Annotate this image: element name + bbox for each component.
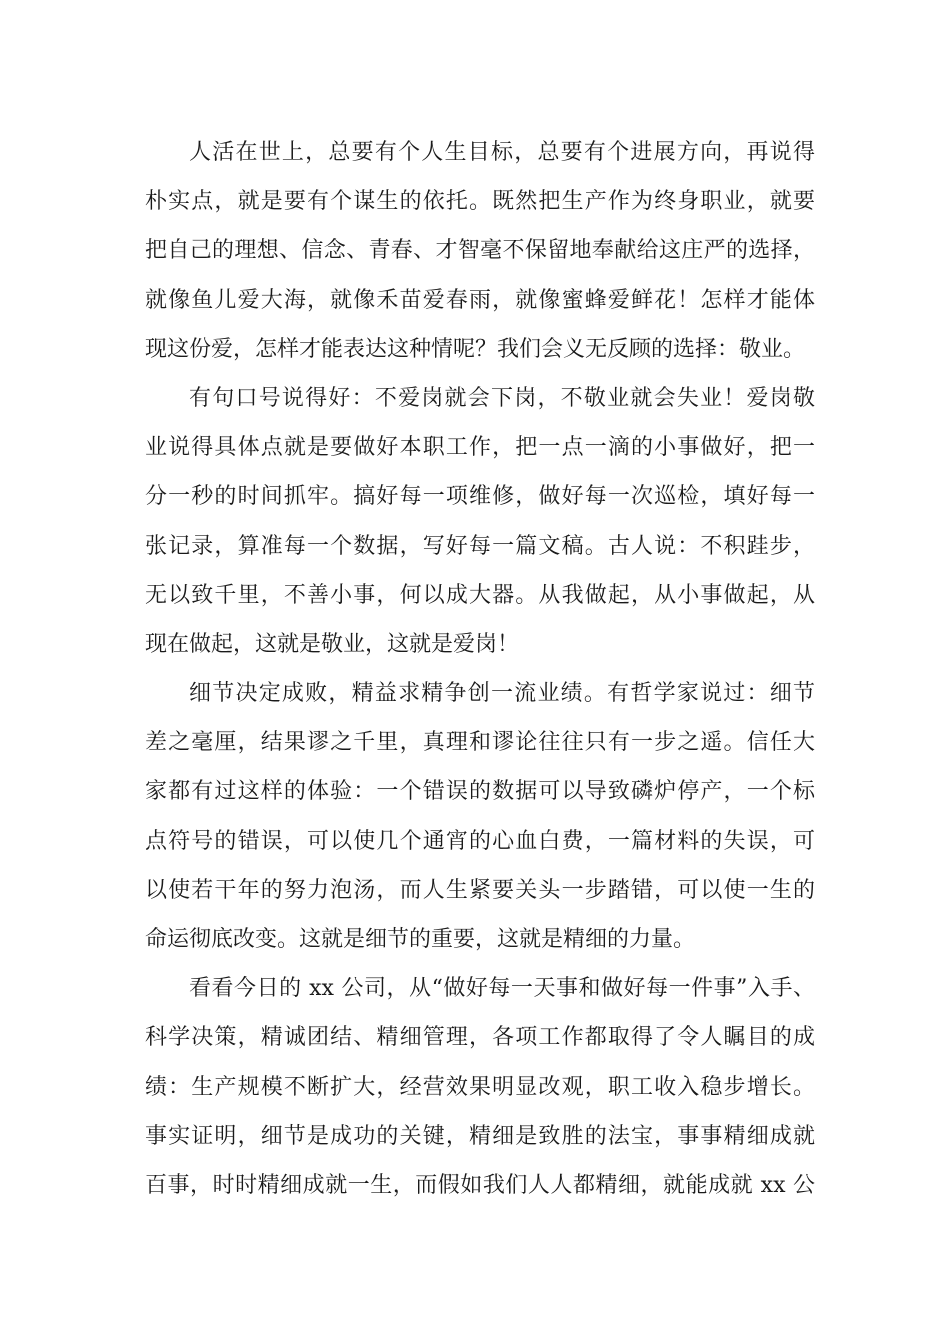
paragraph-line: 把自己的理想、信念、青春、才智毫不保留地奉献给这庄严的选择， (145, 238, 815, 264)
paragraph-line: 差之毫厘，结果谬之千里，真理和谬论往往只有一步之遥。信任大 (145, 730, 815, 756)
paragraph-3 (145, 669, 815, 964)
paragraph-line: 细节决定成败，精益求精争创一流业绩。有哲学家说过：细节 (189, 681, 815, 707)
paragraph-line: 事实证明，细节是成功的关键，精细是致胜的法宝，事事精细成就 (145, 1123, 815, 1149)
paragraph-line: 家都有过这样的体验：一个错误的数据可以导致磷炉停产，一个标 (145, 779, 815, 805)
paragraph-line: 张记录，算准每一个数据，写好每一篇文稿。古人说：不积跬步， (145, 533, 815, 559)
paragraph-2 (145, 374, 815, 669)
paragraph-line: 百事，时时精细成就一生，而假如我们人人都精细，就能成就 xx 公 (145, 1172, 815, 1198)
paragraph-line: 无以致千里，不善小事，何以成大器。从我做起，从小事做起，从 (145, 582, 815, 608)
paragraph-line: 科学决策，精诚团结、精细管理，各项工作都取得了令人瞩目的成 (145, 1025, 815, 1051)
paragraph-line: 命运彻底改变。这就是细节的重要，这就是精细的力量。 (145, 927, 696, 952)
paragraph-line: 看看今日的 xx 公司，从“做好每一天事和做好每一件事”入手、 (189, 976, 815, 1002)
paragraph-line: 人活在世上，总要有个人生目标，总要有个进展方向，再说得 (189, 140, 815, 165)
paragraph-line: 有句口号说得好：不爱岗就会下岗，不敬业就会失业！爱岗敬 (189, 385, 815, 411)
paragraph-1 (145, 128, 815, 374)
paragraph-line: 就像鱼儿爱大海，就像禾苗爱春雨，就像蜜蜂爱鲜花！怎样才能体 (145, 287, 815, 313)
paragraph-line: 分一秒的时间抓牢。搞好每一项维修，做好每一次巡检，填好每一 (145, 484, 815, 510)
paragraph-line: 业说得具体点就是要做好本职工作，把一点一滴的小事做好，把一 (145, 435, 815, 461)
paragraph-line: 现这份爱，怎样才能表达这种情呢？我们会义无反顾的选择：敬业。 (145, 336, 806, 362)
paragraph-line: 朴实点，就是要有个谋生的依托。既然把生产作为终身职业，就要 (145, 189, 815, 215)
document-body (145, 128, 815, 1210)
paragraph-line: 绩：生产规模不断扩大，经营效果明显改观，职工收入稳步增长。 (145, 1074, 815, 1100)
paragraph-4 (145, 964, 815, 1210)
paragraph-line: 点符号的错误，可以使几个通宵的心血白费，一篇材料的失误，可 (145, 828, 815, 854)
paragraph-line: 现在做起，这就是敬业，这就是爱岗！ (145, 631, 520, 657)
paragraph-line: 以使若干年的努力泡汤，而人生紧要关头一步踏错，可以使一生的 (145, 877, 815, 903)
